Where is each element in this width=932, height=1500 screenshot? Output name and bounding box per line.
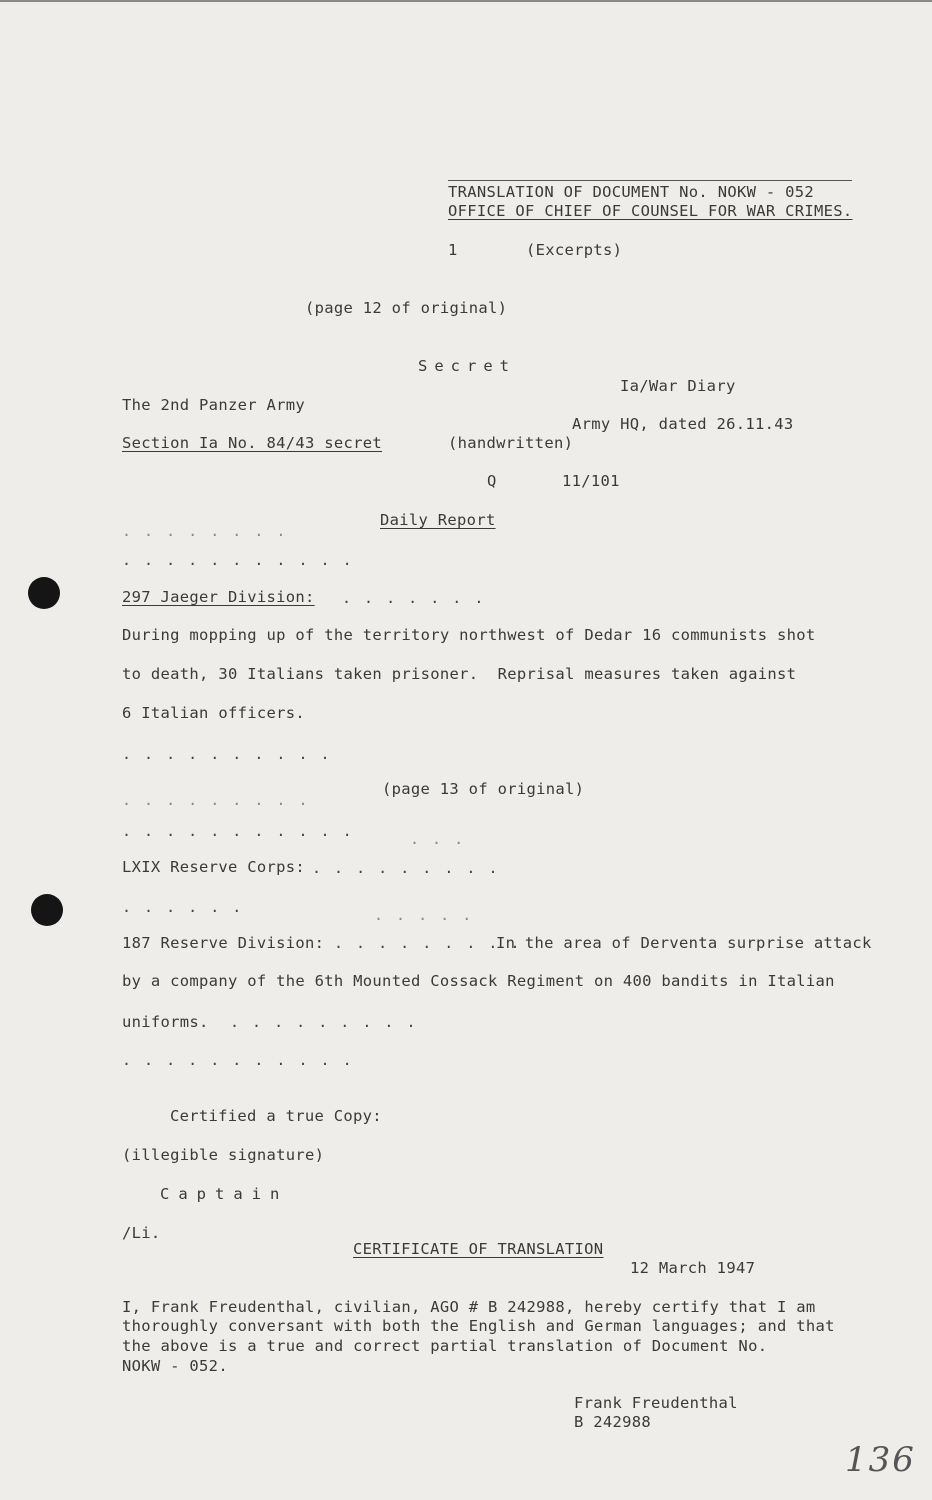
ellipsis-row: . . . . . . . . . xyxy=(312,859,500,877)
page-12-marker: (page 12 of original) xyxy=(305,299,508,317)
report-line: by a company of the 6th Mounted Cossack Regiment on 400 bandits in Italian xyxy=(122,972,835,990)
report-line: During mopping up of the territory northwest of Dedar 16 communists shot xyxy=(122,626,816,644)
excerpt-number: 1 xyxy=(448,241,458,259)
page-13-marker: (page 13 of original) xyxy=(382,780,585,798)
ellipsis-row: . . . . . . xyxy=(122,898,244,916)
ellipsis-row: . . . . . . . . . . . xyxy=(122,1051,354,1069)
ellipsis-row: . . . . . . . . . xyxy=(122,791,310,809)
handwritten-page-number: 136 xyxy=(845,1440,916,1480)
certificate-line: the above is a true and correct partial translation of Document No. xyxy=(122,1337,768,1355)
ellipsis-row: . . . . . xyxy=(374,906,474,924)
war-diary-label: Ia/War Diary xyxy=(620,377,736,395)
doc-translation-line: TRANSLATION OF DOCUMENT No. NOKW - 052 xyxy=(448,183,815,201)
captain-rank: Captain xyxy=(160,1185,289,1203)
q-mark: Q xyxy=(487,472,497,490)
army-hq-date: Army HQ, dated 26.11.43 xyxy=(572,415,794,433)
army-name: The 2nd Panzer Army xyxy=(122,396,306,414)
ellipsis-row: . . . . . . . . . . . xyxy=(122,822,354,840)
certificate-line: thoroughly conversant with both the English and German languages; and that xyxy=(122,1317,835,1335)
division-297-heading: 297 Jaeger Division: xyxy=(122,588,315,606)
certificate-line: I, Frank Freudenthal, civilian, AGO # B 242988, hereby certify that I am xyxy=(122,1298,816,1316)
ellipsis-row: . . . . . . . . . xyxy=(230,1013,418,1031)
translator-id: B 242988 xyxy=(574,1413,652,1431)
daily-report-title: Daily Report xyxy=(380,511,496,529)
report-line: In the area of Derventa surprise attack xyxy=(496,934,872,952)
typist-initials: /Li. xyxy=(122,1224,161,1242)
report-line: 6 Italian officers. xyxy=(122,704,306,722)
punch-hole xyxy=(31,894,63,926)
ellipsis-row: . . . xyxy=(410,830,466,848)
ellipsis-row: . . . . . . . . xyxy=(122,522,288,540)
reserve-corps-heading: LXIX Reserve Corps: xyxy=(122,858,306,876)
secret-stamp: Secret xyxy=(418,357,516,375)
ellipsis-row: . . . . . . . xyxy=(342,589,486,607)
division-187-heading: 187 Reserve Division: xyxy=(122,934,325,952)
certificate-date: 12 March 1947 xyxy=(630,1259,756,1277)
ellipsis-row: . . . . . . . . . xyxy=(334,934,522,952)
signature-note: (illegible signature) xyxy=(122,1146,325,1164)
top-border xyxy=(0,0,932,2)
certificate-line: NOKW - 052. xyxy=(122,1357,228,1375)
certificate-title: CERTIFICATE OF TRANSLATION xyxy=(353,1240,604,1258)
ellipsis-row: . . . . . . . . . . xyxy=(122,745,332,763)
ellipsis-row: . . . . . . . . . . . xyxy=(122,551,354,569)
report-line: to death, 30 Italians taken prisoner. Reprisal measures taken against xyxy=(122,665,797,683)
handwritten-note: (handwritten) xyxy=(448,434,574,452)
file-number: 11/101 xyxy=(562,472,620,490)
punch-hole xyxy=(28,577,60,609)
office-line: OFFICE OF CHIEF OF COUNSEL FOR WAR CRIMES. xyxy=(448,202,853,220)
translator-name: Frank Freudenthal xyxy=(574,1394,738,1412)
section-reference: Section Ia No. 84/43 secret xyxy=(122,434,383,452)
certified-copy-label: Certified a true Copy: xyxy=(170,1107,382,1125)
header-rule-top xyxy=(448,180,852,181)
excerpts-label: (Excerpts) xyxy=(526,241,623,259)
report-line: uniforms. xyxy=(122,1013,209,1031)
